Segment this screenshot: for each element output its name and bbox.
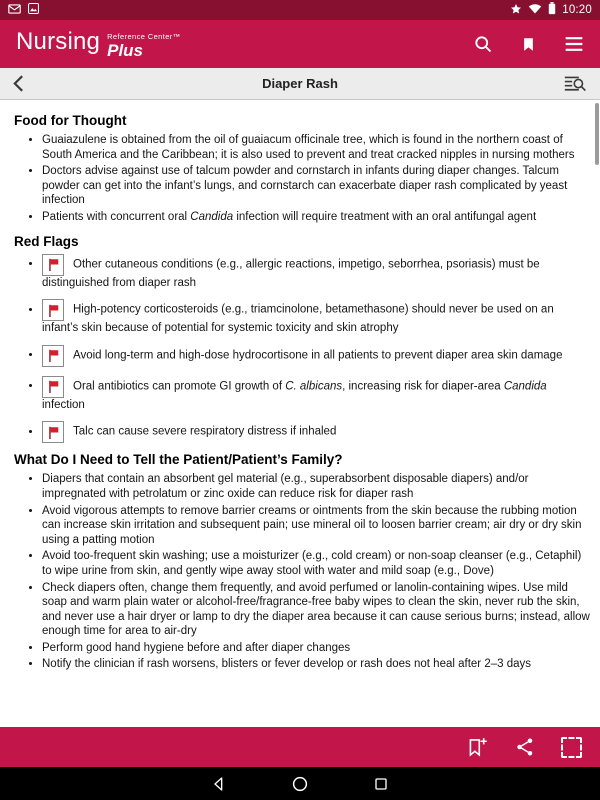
red-flags-list bbox=[12, 254, 590, 444]
status-bar bbox=[0, 0, 600, 20]
bookmark-icon[interactable] bbox=[521, 35, 536, 54]
back-icon[interactable] bbox=[13, 75, 24, 92]
scrollbar[interactable] bbox=[595, 103, 599, 165]
list-item bbox=[42, 254, 590, 291]
section-heading-red-flags: Red Flags bbox=[14, 233, 79, 249]
list-item: • Perform good hand hygiene before and after diaper changes bbox=[42, 641, 590, 656]
star-icon bbox=[510, 3, 522, 18]
bullet-list bbox=[12, 133, 590, 225]
list-item: • Doctors advise against use of talcum powder and cornstarch in infants during diaper changes. Talcum powder can get into the infant’s lungs, and cornstarch can exacerbate diaper rash complicated by yeast infection bbox=[42, 164, 590, 208]
nav-recents-icon[interactable] bbox=[373, 776, 389, 792]
list-item-text: Avoid long-term and high-dose hydrocortisone in all patients to prevent diaper area skin damage bbox=[73, 349, 563, 362]
nav-home-icon[interactable] bbox=[291, 775, 309, 793]
wifi-icon bbox=[528, 3, 542, 17]
search-in-text-icon[interactable] bbox=[564, 75, 587, 93]
list-item-text: High-potency corticosteroids (e.g., triamcinolone, betamethasone) should never be used on an infant’s skin because of potential for systemic toxicity and skin atrophy bbox=[42, 303, 554, 335]
nav-back-icon[interactable] bbox=[211, 776, 227, 792]
red-flag-icon bbox=[42, 254, 64, 276]
status-notifications bbox=[8, 1, 39, 19]
envelope-icon bbox=[8, 1, 21, 19]
clock: 10:20 bbox=[562, 4, 592, 16]
app-logo bbox=[16, 29, 181, 59]
android-nav-bar bbox=[0, 767, 600, 800]
list-item-text: Talc can cause severe respiratory distress if inhaled bbox=[73, 425, 337, 438]
menu-icon[interactable] bbox=[564, 36, 584, 52]
bookmark-add-icon[interactable] bbox=[466, 736, 489, 758]
logo-subtext bbox=[107, 29, 181, 59]
list-item: • Notify the clinician if rash worsens, blisters or fever develop or rash does not heal after 2–3 days bbox=[42, 657, 590, 672]
bullet-list bbox=[12, 472, 590, 672]
app-bar bbox=[0, 20, 600, 68]
battery-icon bbox=[548, 2, 556, 18]
logo-reference-center-text: Reference Center™ bbox=[107, 32, 181, 42]
list-item bbox=[42, 345, 590, 367]
gallery-icon bbox=[28, 1, 39, 19]
list-item-text: Oral antibiotics can promote GI growth of C. albicans, increasing risk for diaper-area Candida infection bbox=[42, 380, 547, 411]
list-item: • Guaiazulene is obtained from the oil of guaiacum officinale tree, which is found in the northern coast of South America and the Caribbean; it is also used to prevent and treat cracked nipples in nursing mothers bbox=[42, 133, 590, 162]
status-indicators bbox=[510, 2, 592, 18]
red-flag-icon bbox=[42, 376, 64, 398]
list-item bbox=[42, 376, 590, 413]
share-icon[interactable] bbox=[515, 736, 535, 758]
section-heading-food-for-thought: Food for Thought bbox=[14, 113, 127, 128]
article-content bbox=[0, 100, 600, 727]
list-item: • Diapers that contain an absorbent gel material (e.g., superabsorbent disposable diapers) and/or impregnated with petrolatum or zinc oxide can reduce risk for diaper rash bbox=[42, 472, 590, 501]
list-item: • Avoid too-frequent skin washing; use a moisturizer (e.g., cold cream) or non-soap cleanser (e.g., Cetaphil) to wipe urine from skin, and gently wipe away stool with water and mild soap (e.g., Dove) bbox=[42, 549, 590, 578]
list-item: • Avoid vigorous attempts to remove barrier creams or ointments from the skin because the rubbing motion can increase skin irritation and subsequent pain; use mineral oil to loosen barrier cream; air dry or dry skin using a patting motion bbox=[42, 504, 590, 548]
bottom-action-bar bbox=[0, 727, 600, 767]
logo-nursing-text: Nursing bbox=[16, 28, 101, 56]
list-item bbox=[42, 421, 590, 443]
red-flag-icon bbox=[42, 345, 64, 367]
app-bar-actions bbox=[473, 34, 584, 54]
list-item: • Patients with concurrent oral Candida infection will require treatment with an oral antifungal agent bbox=[42, 210, 590, 225]
search-icon[interactable] bbox=[473, 34, 493, 54]
article-toolbar bbox=[0, 68, 600, 100]
red-flag-icon bbox=[42, 299, 64, 321]
dashed-box-icon[interactable] bbox=[561, 737, 582, 758]
list-item: • Check diapers often, change them frequently, and avoid perfumed or lanolin-containing wipes. Use mild soap and warm plain water or alcohol-free/fragrance-free baby wipes to clean the skin, never rub the skin, and never use a hair dryer or lamp to dry the diaper area because it can cause serious burns; instead, allow enough time for area to air-dry bbox=[42, 581, 590, 639]
list-item-text: Other cutaneous conditions (e.g., allergic reactions, impetigo, seborrhea, psoriasis) must be distinguished from diaper rash bbox=[42, 258, 540, 289]
logo-plus-text: Plus bbox=[107, 40, 144, 60]
page-title: Diaper Rash bbox=[262, 76, 338, 91]
red-flag-icon bbox=[42, 421, 64, 443]
list-item bbox=[42, 299, 590, 336]
section-heading-patient-family: What Do I Need to Tell the Patient/Patient’s Family? bbox=[14, 452, 343, 468]
